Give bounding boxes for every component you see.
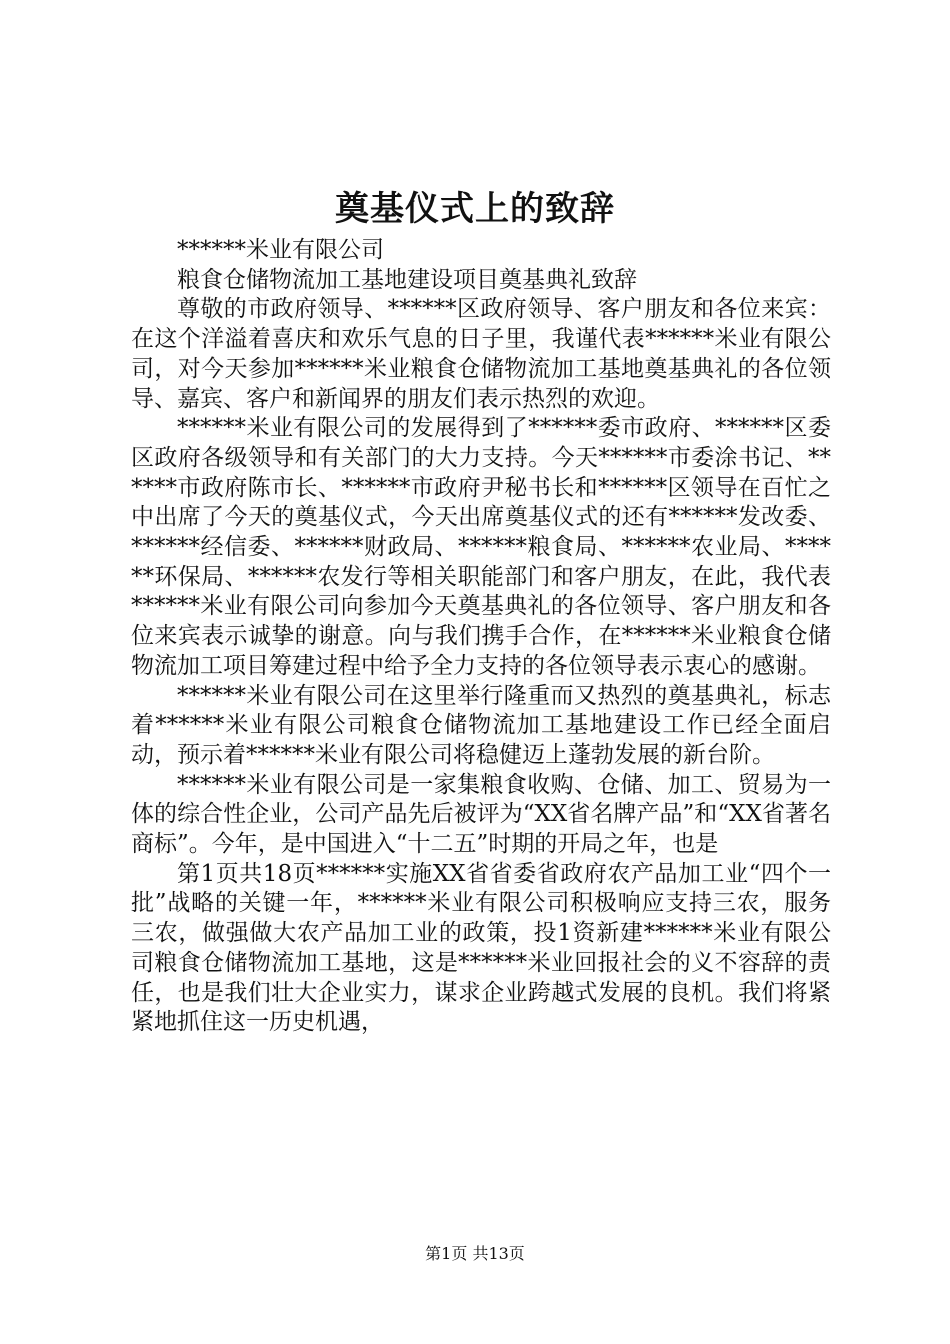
- page-footer: 第1页 共13页: [425, 1244, 525, 1263]
- subtitle-line: 粮食仓储物流加工基地建设项目奠基典礼致辞: [177, 266, 637, 293]
- body-paragraph-significance: ******米业有限公司在这里举行隆重而又热烈的奠基典礼，标志着******米业有限公司粮食仓储物流加工基地建设工作已经全面启动，预示着******米业有限公司将稳健迈上蓬勃发展的新台阶。: [131, 682, 831, 768]
- company-line: ******米业有限公司: [177, 237, 384, 263]
- document-title: 奠基仪式上的致辞: [335, 189, 615, 229]
- body-paragraph-continuation: 第1页共18页******实施XX省省委省政府农产品加工业“四个一批”战略的关键一年，******米业有限公司积极响应支持三农，服务三农，做强做大农产品加工业的政策，投1资新建******米业有限公司粮食仓储物流加工基地，这是******米业回报社会的义不容辞的责任，也是我们壮大企业实力，谋求企业跨越式发展的良机。我们将紧紧地抓住这一历史机遇，: [131, 860, 831, 1036]
- body-paragraph-company-intro: ******米业有限公司是一家集粮食收购、仓储、加工、贸易为一体的综合性企业，公司产品先后被评为“XX省名牌产品”和“XX省著名商标”。今年，是中国进入“十二五”时期的开局之年，也是: [131, 771, 831, 858]
- body-paragraph-thanks: ******米业有限公司的发展得到了******委市政府、******区委区政府各级领导和有关部门的大力支持。今天******市委涂书记、******市政府陈市长、******市政府尹秘书长和******区领导在百忙之中出席了今天的奠基仪式，今天出席奠基仪式的还有******发改委、******经信委、******财政局、******粮食局、******农业局、******环保局、******农发行等相关职能部门和客户朋友，在此，我代表******米业有限公司向参加今天奠基典礼的各位领导、客户朋友和各位来宾表示诚挚的谢意。向与我们携手合作，在******米业粮食仓储物流加工项目筹建过程中给予全力支持的各位领导表示衷心的感谢。: [131, 415, 832, 679]
- body-paragraph-welcome: 尊敬的市政府领导、******区政府领导、客户朋友和各位来宾：在这个洋溢着喜庆和欢乐气息的日子里，我谨代表******米业有限公司，对今天参加******米业粮食仓储物流加工基地奠基典礼的各位领导、嘉宾、客户和新闻界的朋友们表示热烈的欢迎。: [131, 296, 831, 412]
- document-body: [131, 236, 831, 1038]
